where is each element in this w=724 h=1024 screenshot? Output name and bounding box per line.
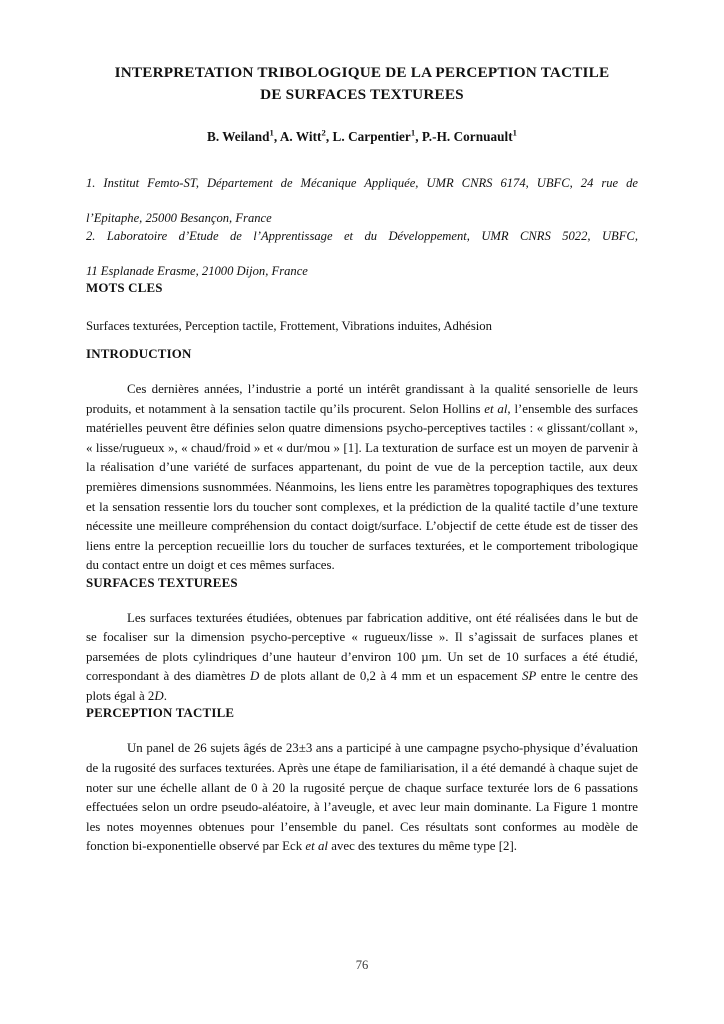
affiliation-line: 1. Institut Femto-ST, Département de Mécanique Appliquée, UMR CNRS 6174, UBFC, 24 rue de [86, 176, 638, 190]
author-affiliation-marker: 2 [321, 127, 326, 138]
author-list: B. Weiland$^1$, A. Witt$^2$, L. Carpentier$^1$, P.-H. Cornuault$^1$ [206, 127, 518, 144]
keywords-text: Surfaces texturées, Perception tactile, Frottement, Vibrations induites, Adhésion [86, 318, 492, 333]
section-heading-tactile-perception: PERCEPTION TACTILE [86, 706, 235, 721]
section-heading-keywords: MOTS CLES [86, 280, 163, 295]
author-name: A. Witt [279, 129, 322, 144]
affiliation-line: l’Epitaphe, 25000 Besançon, France [86, 211, 272, 226]
section-heading-textured-surfaces: SURFACES TEXTUREES [86, 575, 238, 590]
page-content-column [86, 0, 638, 857]
author-affiliation-marker: 1 [410, 127, 416, 138]
page-number: 76 [355, 958, 369, 972]
introduction-paragraph: Ces dernières années, l’industrie a porté un intérêt grandissant à la qualité sensorielle de leurs produits, et notamment à la sensation tactile qu’ils procurent. Selon Hollins et al, l’ensemble des surfaces matérielles peuvent être définies selon quatre dimensions psycho-perceptives tactiles : « glissant/collant », « lisse/rugueux », « chaud/froid » et « dur/mou » [1]. La texturation de surface est un moyen de parvenir à la réalisation d’une variété de surfaces appartenant, du point de vue de la perception tactile, aux deux premières dimensions susnommées. Néanmoins, les liens entre les paramètres topographiques des textures et la sensation ressentie lors du toucher sont complexes, et la prédiction de la qualité tactile d’une texture nécessite une meilleure compréhension du contact doigt/surface. L’objectif de cette étude est de tisser des liens entre la perception recueillie lors du toucher de surfaces texturées, et le comportement tribologique du contact entre un doigt et ces mêmes surfaces. [86, 382, 638, 573]
affiliation-line: 2. Laboratoire d’Etude de l’Apprentissage et du Développement, UMR CNRS 5022, UBFC, [86, 228, 638, 243]
title-block [86, 62, 638, 145]
textured-surfaces-paragraph: Les surfaces texturées étudiées, obtenues par fabrication additive, ont été réalisées dans le but de se focaliser sur la dimension psycho-perceptive « rugueux/lisse ». Il s’agissait de surfaces planes et parsemées de plots cylindriques d’une hauteur d’environ 100 µm. Un set de 10 surfaces a été étudié, correspondant à des diamètres D de plots allant de 0,2 à 4 mm et un espacement SP entre le centre des plots égal à 2D. [86, 610, 638, 703]
author-name: B. Weiland [206, 129, 270, 144]
author-name: P.-H. Cornuault [421, 129, 513, 144]
page-title: INTERPRETATION TRIBOLOGIQUE DE LA PERCEPTION TACTILE DE SURFACES TEXTUREES [114, 64, 610, 103]
author-affiliation-marker: 1 [269, 127, 274, 138]
tactile-perception-paragraph: Un panel de 26 sujets âgés de 23±3 ans a participé à une campagne psycho-physique d’évaluation de la rugosité des surfaces texturées. Après une étape de familiarisation, il a été demandé à chaque sujet de noter sur une échelle allant de 0 à 20 la rugosité perçue de chaque surface texturée lors de 6 passations effectuées selon un ordre pseudo-aléatoire, à l’aveugle, et avec leur main dominante. La Figure 1 montre les notes moyennes obtenues pour l’ensemble du panel. Ces résultats sont conformes au modèle de fonction bi-exponentielle observé par Eck et al avec des textures du même type [2]. [86, 741, 638, 854]
affiliation-block [86, 175, 638, 281]
author-name: L. Carpentier [332, 129, 411, 144]
author-affiliation-marker: 1 [512, 127, 518, 138]
affiliation-line: 11 Esplanade Erasme, 21000 Dijon, France [86, 263, 308, 278]
section-heading-introduction: INTRODUCTION [86, 347, 192, 362]
